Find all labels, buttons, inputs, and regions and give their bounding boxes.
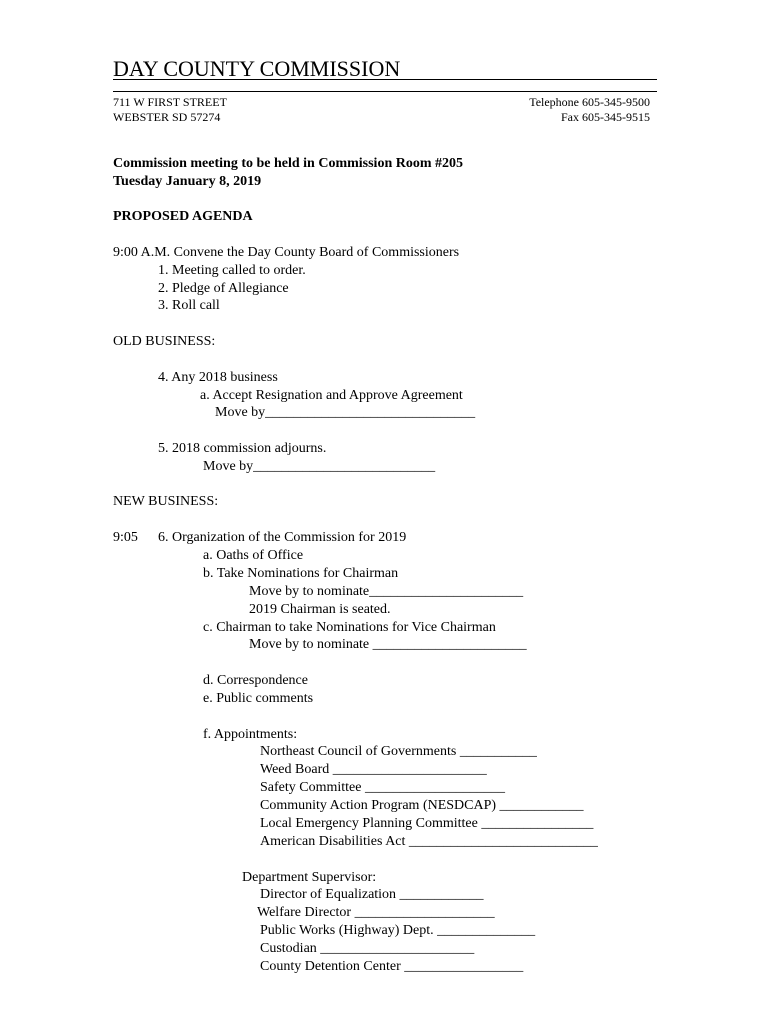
letterhead-title: DAY COUNTY COMMISSION	[113, 56, 401, 81]
agenda-item-6f: f. Appointments:	[203, 727, 298, 742]
agenda-item-6b: b. Take Nominations for Chairman	[203, 566, 399, 581]
letterhead-rule-thick	[113, 79, 657, 80]
fax: Fax 605-345-9515	[561, 110, 650, 124]
department-supervisor-heading: Department Supervisor:	[242, 870, 377, 885]
agenda-item-3: 3. Roll call	[158, 298, 220, 313]
agenda-item-4a: a. Accept Resignation and Approve Agreement	[200, 388, 463, 403]
telephone: Telephone 605-345-9500	[529, 95, 650, 109]
agenda-item-4: 4. Any 2018 business	[158, 370, 278, 385]
agenda-item-6d: d. Correspondence	[203, 673, 308, 688]
agenda-item-2: 2. Pledge of Allegiance	[158, 281, 289, 296]
agenda-item-6b-move: Move by to nominate______________________	[249, 584, 524, 599]
agenda-item-6e: e. Public comments	[203, 691, 314, 706]
appointment-item: Weed Board ______________________	[260, 762, 487, 777]
agenda-item-5-move: Move by__________________________	[203, 459, 436, 474]
appointment-item: Local Emergency Planning Committee ________________	[260, 816, 594, 831]
letterhead-rule-thin	[113, 91, 657, 92]
appointment-item: Safety Committee ____________________	[260, 780, 505, 795]
agenda-item-6a: a. Oaths of Office	[203, 548, 304, 563]
agenda-item-4a-move: Move by______________________________	[215, 405, 476, 420]
new-business-heading: NEW BUSINESS:	[113, 494, 219, 509]
agenda-item-1: 1. Meeting called to order.	[158, 263, 306, 278]
convene-line: 9:00 A.M. Convene the Day County Board of Commissioners	[113, 245, 460, 260]
appointment-item: Northeast Council of Governments ___________	[260, 744, 537, 759]
agenda-item-6: 6. Organization of the Commission for 2019	[158, 530, 407, 545]
agenda-item-6c-move: Move by to nominate ______________________	[249, 637, 527, 652]
appointment-item: American Disabilities Act ___________________________	[260, 834, 598, 849]
appointment-item: Community Action Program (NESDCAP) ____________	[260, 798, 584, 813]
department-item: Welfare Director ____________________	[257, 905, 495, 920]
meeting-location: Commission meeting to be held in Commission Room #205	[113, 156, 464, 171]
department-item: Custodian ______________________	[260, 941, 475, 956]
agenda-item-6c: c. Chairman to take Nominations for Vice Chairman	[203, 620, 496, 635]
agenda-item-5: 5. 2018 commission adjourns.	[158, 441, 327, 456]
address-line-2: WEBSTER SD 57274	[113, 110, 221, 124]
department-item: Director of Equalization ____________	[260, 887, 484, 902]
agenda-item-6b-seated: 2019 Chairman is seated.	[249, 602, 391, 617]
meeting-date: Tuesday January 8, 2019	[113, 174, 262, 189]
time-905: 9:05	[113, 530, 138, 545]
department-item: County Detention Center _________________	[260, 959, 524, 974]
agenda-heading: PROPOSED AGENDA	[113, 209, 253, 224]
old-business-heading: OLD BUSINESS:	[113, 334, 216, 349]
department-item: Public Works (Highway) Dept. ______________	[260, 923, 536, 938]
address-line-1: 711 W FIRST STREET	[113, 95, 227, 109]
